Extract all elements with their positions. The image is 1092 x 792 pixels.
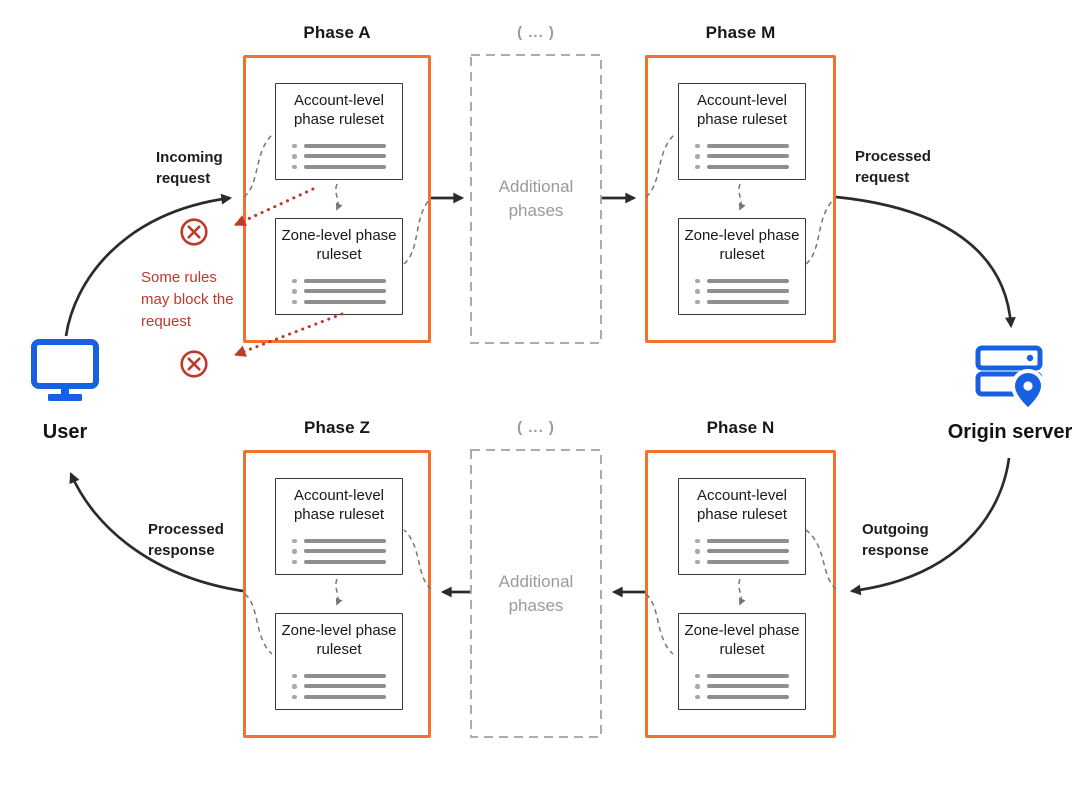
rule-line: [707, 674, 790, 678]
block-note: Some rules may block the request: [141, 269, 234, 330]
rule-bullet-icon: [292, 300, 297, 305]
rule-bullet-icon: [292, 684, 297, 689]
rule-bullet-icon: [695, 695, 700, 700]
account-ruleset-title: Account-level phase ruleset: [293, 487, 385, 523]
zone-ruleset-box: [678, 613, 806, 710]
rule-bullet-icon: [695, 539, 700, 544]
zone-ruleset-box: [678, 218, 806, 315]
phase-m-title: Phase M: [705, 23, 776, 42]
rule-line: [707, 165, 790, 169]
block-x-icon-bottom: [182, 352, 207, 377]
additional-phases-box: [470, 450, 602, 738]
phase-z-card: [243, 413, 431, 658]
account-ruleset-title: Account-level phase ruleset: [293, 92, 385, 128]
rule-line: [707, 695, 790, 699]
additional-phases-label: Additional phases: [498, 572, 574, 615]
rule-line: [707, 539, 790, 543]
user-label: User: [42, 421, 88, 443]
ruleset-rules: [292, 674, 386, 700]
origin-server-icon: [972, 342, 1050, 415]
ellipsis-header: ( ... ): [517, 419, 555, 436]
incoming-request-label: Incoming request: [156, 149, 223, 187]
origin-server-label: Origin server: [947, 421, 1073, 443]
rule-line: [304, 560, 387, 564]
rule-line: [304, 279, 387, 283]
rule-bullet-icon: [695, 674, 700, 679]
phase-a-title: Phase A: [303, 23, 371, 42]
ellipsis-header: ( ... ): [517, 24, 555, 41]
rule-line: [707, 279, 790, 283]
rule-bullet-icon: [695, 549, 700, 554]
rule-line: [304, 154, 387, 158]
ruleset-rules: [695, 144, 789, 170]
rule-line: [304, 674, 387, 678]
rule-line: [707, 560, 790, 564]
processed-response-label: Processed response: [148, 521, 224, 559]
phase-n-title: Phase N: [706, 418, 775, 437]
rule-bullet-icon: [695, 154, 700, 159]
rule-line: [304, 539, 387, 543]
ruleset-rules: [292, 144, 386, 170]
processed-request-arrow: [836, 197, 1011, 326]
rule-bullet-icon: [292, 560, 297, 565]
user-monitor-icon: [28, 338, 102, 409]
rule-bullet-icon: [292, 549, 297, 554]
additional-phases-bottom: [470, 413, 602, 615]
rule-bullet-icon: [292, 279, 297, 284]
phase-a-box: [243, 55, 431, 343]
rule-bullet-icon: [695, 165, 700, 170]
rule-line: [707, 289, 790, 293]
rule-line: [304, 684, 387, 688]
rule-bullet-icon: [695, 560, 700, 565]
additional-phases-box: [470, 55, 602, 343]
rule-bullet-icon: [292, 695, 297, 700]
block-x-icon-top: [182, 220, 207, 245]
rule-bullet-icon: [292, 144, 297, 149]
rule-bullet-icon: [292, 289, 297, 294]
rule-line: [707, 154, 790, 158]
rule-bullet-icon: [695, 684, 700, 689]
rule-bullet-icon: [695, 279, 700, 284]
rule-bullet-icon: [695, 300, 700, 305]
rule-bullet-icon: [695, 289, 700, 294]
account-ruleset-title: Account-level phase ruleset: [696, 487, 788, 523]
zone-ruleset-title: Zone-level phase ruleset: [281, 622, 397, 658]
rule-line: [304, 165, 387, 169]
rule-bullet-icon: [292, 539, 297, 544]
rule-line: [707, 549, 790, 553]
account-ruleset-box: [275, 83, 403, 180]
zone-ruleset-title: Zone-level phase ruleset: [684, 622, 800, 658]
phase-m-box: [645, 55, 836, 343]
ruleset-rules: [695, 674, 789, 700]
phase-z-box: [243, 450, 431, 738]
phase-m-card: [645, 18, 836, 263]
account-ruleset-box: [678, 83, 806, 180]
phase-a-card: [243, 18, 431, 263]
rule-line: [707, 300, 790, 304]
ruleset-rules: [695, 279, 789, 305]
rule-line: [304, 289, 387, 293]
account-ruleset-box: [678, 478, 806, 575]
additional-phases-top: [470, 18, 602, 220]
rule-bullet-icon: [292, 165, 297, 170]
rule-bullet-icon: [292, 674, 297, 679]
account-ruleset-box: [275, 478, 403, 575]
rule-bullet-icon: [292, 154, 297, 159]
ruleset-rules: [292, 539, 386, 565]
rule-line: [707, 144, 790, 148]
additional-phases-label: Additional phases: [498, 177, 574, 220]
outgoing-response-label: Outgoing response: [862, 521, 929, 559]
rule-line: [304, 300, 387, 304]
zone-ruleset-title: Zone-level phase ruleset: [684, 227, 800, 263]
account-ruleset-title: Account-level phase ruleset: [696, 92, 788, 128]
zone-ruleset-title: Zone-level phase ruleset: [281, 227, 397, 263]
phase-z-title: Phase Z: [304, 418, 370, 437]
processed-request-label: Processed request: [855, 148, 931, 186]
rule-bullet-icon: [695, 144, 700, 149]
rule-line: [304, 549, 387, 553]
ruleset-rules: [695, 539, 789, 565]
rule-line: [707, 684, 790, 688]
rule-line: [304, 144, 387, 148]
phase-n-box: [645, 450, 836, 738]
rule-line: [304, 695, 387, 699]
zone-ruleset-box: [275, 218, 403, 315]
zone-ruleset-box: [275, 613, 403, 710]
ruleset-rules: [292, 279, 386, 305]
phase-n-card: [645, 413, 836, 658]
